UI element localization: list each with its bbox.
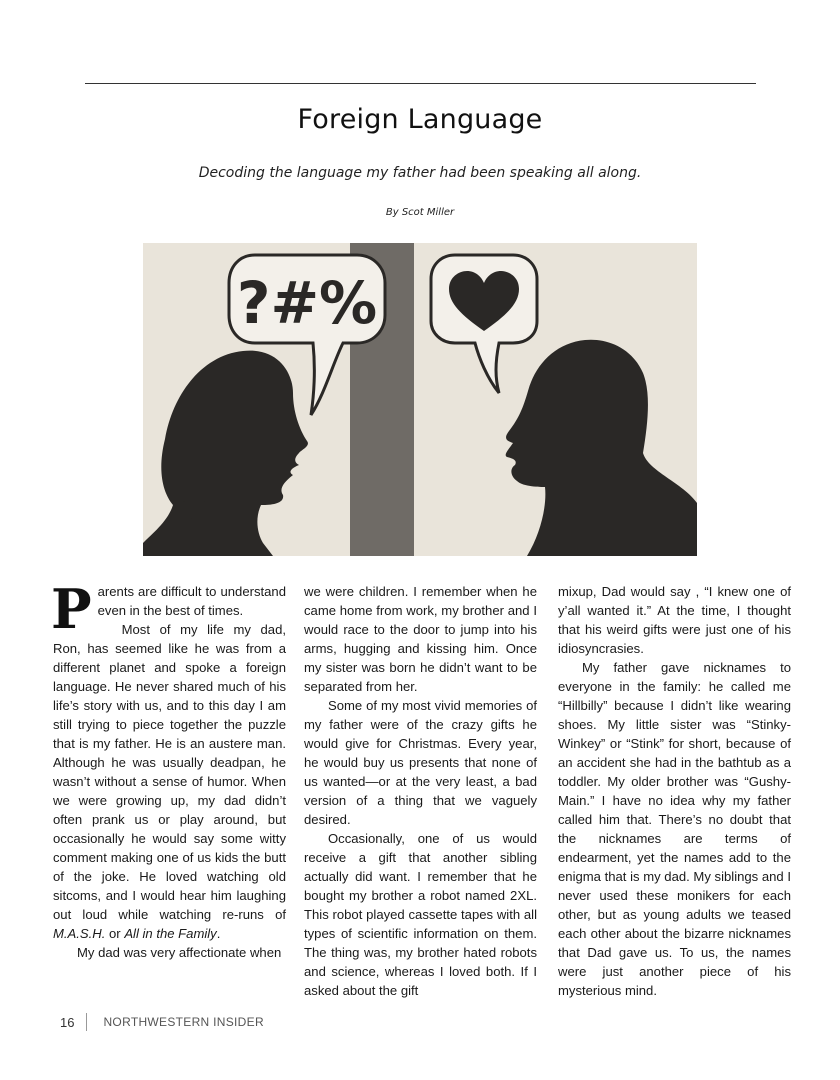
- drop-cap: P: [51, 577, 92, 641]
- paragraph-5-cont: mixup, Dad would say , “I knew one of y’all wanted it.” At the time, I thought that his weird gifts were just one of his idiosyncrasies.: [558, 584, 791, 656]
- column-2: [304, 582, 537, 1000]
- page-number: 16: [60, 1014, 75, 1030]
- left-bubble-symbols: ?#%: [236, 269, 378, 337]
- header-rule: [85, 83, 756, 84]
- article-byline: By Scot Miller: [385, 207, 455, 218]
- paragraph-5-start: Occasionally, one of us would receive a gift that another sibling actually did want. I remember that he bought my brother a robot named 2XL. This robot played cassette tapes with all types of scientific information on them. The thing was, my brother hated robots and science, whereas I loved both. If I asked about the gift: [304, 831, 537, 998]
- publication-name: NORTHWESTERN INSIDER: [103, 1015, 264, 1029]
- footer-divider: [86, 1013, 87, 1031]
- page-footer: [60, 1013, 264, 1031]
- paragraph-3-start: My dad was very affectionate when: [77, 945, 282, 960]
- paragraph-3-cont: we were children. I remember when he came home from work, my brother and I would race to the door to jump into his arms, hugging and kissing him. Once my sister was born he didn’t want to be separated from her.: [304, 584, 537, 694]
- article-title: Foreign Language: [297, 104, 543, 135]
- article-subtitle: Decoding the language my father had been speaking all along.: [198, 165, 642, 181]
- column-1: [51, 577, 286, 962]
- paragraph-1: Parents are difficult to understand even in the best of times.: [51, 577, 286, 641]
- paragraph-4: Some of my most vivid memories of my father were of the crazy gifts he would give for Christmas. Every year, he would buy us presents that none of us wanted—or at the very least, a bad version of a thing that we vaguely desired.: [304, 698, 537, 827]
- paragraph-2: Most of my life my dad, Ron, has seemed like he was from a different planet and spoke a foreign language. He never shared much of his life’s story with us, and to this day I am still trying to piece together the puzzle that is my father. He is an austere man. Although he was usually deadpan, he wasn’t without a sense of humor. When we were growing up, my dad didn’t often prank us or play around, but occasionally he would say some witty comment making one of us kids the butt of the joke. He loved watching old sitcoms, and I would hear him laughing out loud while watching re-runs of M.A.S.H. or All in the Family.: [53, 622, 286, 941]
- paragraph-6: My father gave nicknames to everyone in the family: he called me “Hillbilly” because I didn’t like wearing shoes. My little sister was “Stinky-Winkey” or “Stink” for short, because of an accident she had in the bathtub as a toddler. My older brother was “Gushy-Main.” I have no idea why my father called him that. There’s no doubt that the nicknames are terms of endearment, yet the names add to the enigma that is my dad. My siblings and I never used these monikers for each other, but as young adults we teased each other about the bizarre nicknames that Dad gave us. To us, the names were just another piece of his mysterious mind.: [558, 660, 791, 998]
- illustration: [143, 243, 697, 556]
- column-3: [558, 582, 791, 1000]
